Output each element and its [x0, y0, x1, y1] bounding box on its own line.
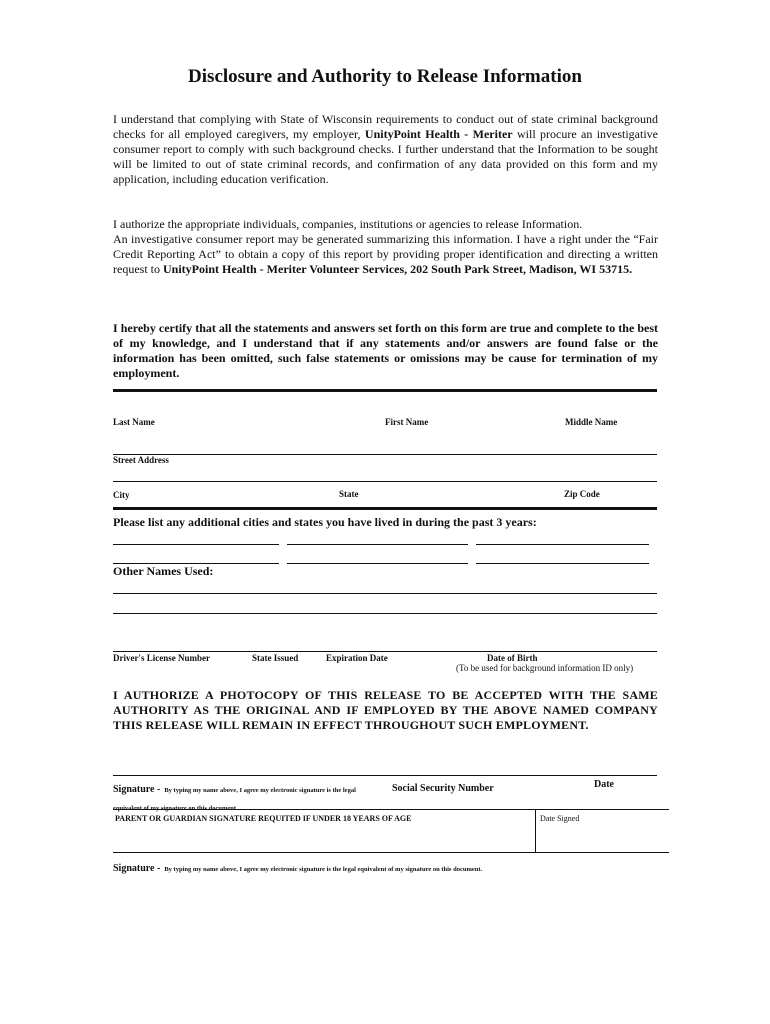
signature-label-2: Signature - — [113, 863, 161, 874]
other-city-line-6[interactable] — [476, 563, 649, 564]
date-label: Date — [594, 779, 614, 790]
signature-line[interactable] — [113, 775, 657, 776]
other-names-line-2[interactable] — [113, 613, 657, 614]
state-issued-label: State Issued — [252, 653, 299, 663]
city-line[interactable] — [113, 507, 657, 510]
authorize-text-2: An investigative consumer report may be generated summarizing this information. I have a right under the “Fair Credit Reporting Act” to obtain a copy of this report by providing proper identification and directing a written request to — [113, 232, 658, 276]
section-divider — [113, 389, 657, 392]
page-title: Disclosure and Authority to Release Information — [188, 66, 582, 87]
guardian-top-line — [113, 809, 669, 810]
signature-block-2 — [113, 858, 513, 876]
authorize-line-1: I authorize the appropriate individuals, companies, institutions or agencies to release Information. — [113, 217, 583, 231]
other-city-line-2[interactable] — [287, 544, 468, 545]
signature-note-2: By typing my name above, I agree my electronic signature is the legal equivalent of my signature on this document. — [164, 866, 483, 873]
signature-label: Signature - — [113, 784, 161, 795]
last-name-label: Last Name — [113, 417, 155, 427]
other-names-label: Other Names Used: — [113, 564, 214, 578]
other-city-line-3[interactable] — [476, 544, 649, 545]
zip-label: Zip Code — [564, 489, 600, 499]
first-name-label: First Name — [385, 417, 429, 427]
guardian-bottom-line[interactable] — [113, 852, 669, 853]
date-of-birth-label: Date of Birth — [487, 653, 538, 663]
other-names-line-1[interactable] — [113, 593, 657, 594]
ssn-label: Social Security Number — [392, 783, 494, 794]
license-line[interactable] — [113, 651, 657, 652]
name-line[interactable] — [113, 454, 657, 455]
intro-text-2: will procure an investigative consumer report to comply with such background checks. I further understand that the Information to be sought will be limited to out of state criminal records, and confirmation of any data provided on this form and my application, including education verification. — [113, 127, 659, 186]
other-cities-label: Please list any additional cities and states you have lived in during the past 3 years: — [113, 515, 537, 529]
guardian-signature-label: PARENT OR GUARDIAN SIGNATURE REQUITED IF UNDER 18 YEARS OF AGE — [115, 814, 412, 823]
expiration-date-label: Expiration Date — [326, 653, 388, 663]
signature-note: By typing my name above, I agree my electronic signature is the legal — [164, 787, 356, 794]
intro-paragraph — [113, 112, 658, 187]
authorize-paragraph — [113, 217, 658, 277]
guardian-divider — [535, 809, 536, 852]
photocopy-statement: I AUTHORIZE A PHOTOCOPY OF THIS RELEASE TO BE ACCEPTED WITH THE SAME AUTHORITY AS THE ORIGINAL AND IF EMPLOYED BY THE ABOVE NAMED COMPANY THIS RELEASE WILL REMAIN IN EFFECT THROUGHOUT SUCH EMPLOYMENT. — [113, 688, 658, 732]
address-line[interactable] — [113, 481, 657, 482]
date-signed-label: Date Signed — [540, 814, 580, 823]
other-city-line-5[interactable] — [287, 563, 468, 564]
intro-text-1: I understand that complying with State of Wisconsin requirements to conduct out of state criminal background checks for all employed caregivers, my employer, — [113, 112, 658, 141]
other-city-line-1[interactable] — [113, 544, 279, 545]
middle-name-label: Middle Name — [565, 417, 618, 427]
street-address-label: Street Address — [113, 455, 169, 465]
city-label: City — [113, 490, 130, 500]
mailing-address: UnityPoint Health - Meriter Volunteer Services, 202 South Park Street, Madison, WI 53715. — [163, 262, 633, 276]
dob-note: (To be used for background information ID only) — [456, 663, 634, 673]
certify-paragraph: I hereby certify that all the statements and answers set forth on this form are true and complete to the best of my knowledge, and I understand that if any statements and/or answers are found false or the information has been omitted, such false statements or omissions may be cause for termination of my employment. — [113, 321, 658, 380]
employer-name: UnityPoint Health - Meriter — [364, 127, 513, 141]
drivers-license-label: Driver's License Number — [113, 653, 210, 663]
state-label: State — [339, 489, 359, 499]
